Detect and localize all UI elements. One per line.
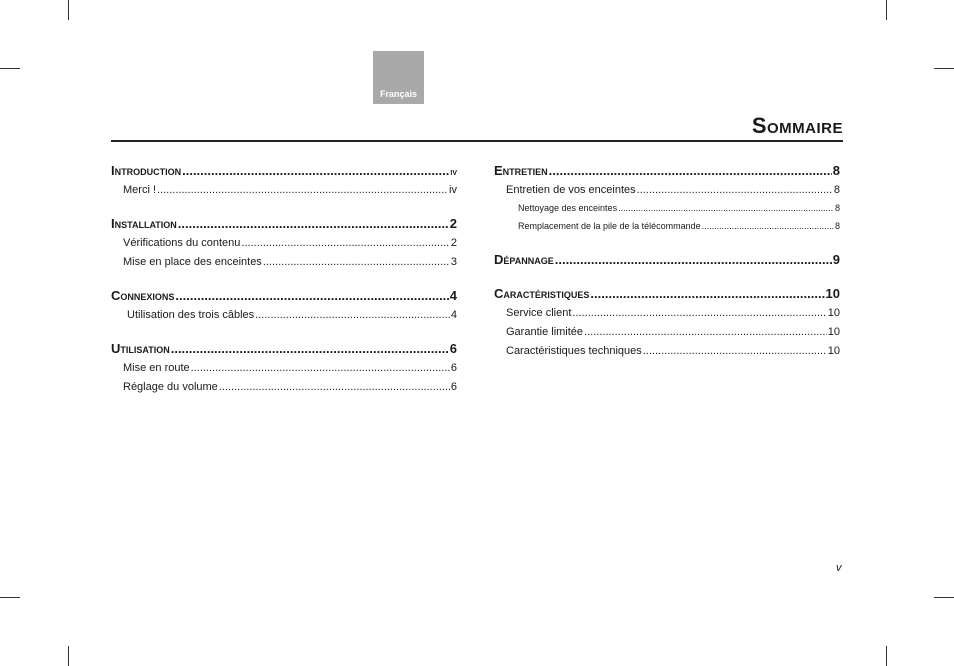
- toc-right-column: [494, 163, 840, 364]
- entry-label: Vérifications du contenu: [123, 237, 241, 249]
- title-rule: [111, 140, 843, 142]
- dot-leader: [178, 216, 449, 231]
- section-page: 6: [449, 341, 457, 356]
- toc-entry[interactable]: [506, 326, 840, 338]
- toc-entry[interactable]: [506, 184, 840, 196]
- dot-leader: [590, 286, 824, 301]
- toc-entry[interactable]: [127, 309, 457, 321]
- entry-page: 4: [450, 309, 457, 321]
- entry-label: Service client: [506, 307, 572, 319]
- crop-mark: [68, 0, 69, 20]
- toc-entry[interactable]: [506, 307, 840, 319]
- section-page: 9: [832, 252, 840, 267]
- crop-mark: [934, 68, 954, 69]
- section-page: 10: [825, 286, 840, 301]
- toc-entry[interactable]: [506, 345, 840, 357]
- section-title: Introduction: [111, 163, 182, 178]
- crop-mark: [934, 597, 954, 598]
- section-page: 4: [449, 288, 457, 303]
- dot-leader: [618, 203, 834, 213]
- toc-section-installation[interactable]: [111, 216, 457, 231]
- entry-label: Utilisation des trois câbles: [127, 309, 255, 321]
- entry-label: Nettoyage des enceintes: [518, 203, 618, 213]
- entry-page: 6: [450, 362, 457, 374]
- section-page: 8: [832, 163, 840, 178]
- crop-mark: [68, 646, 69, 666]
- toc-subentry[interactable]: [518, 221, 840, 231]
- language-tab: [373, 51, 424, 104]
- entry-page: iv: [449, 184, 457, 196]
- toc-section-caracteristiques[interactable]: [494, 286, 840, 301]
- dot-leader: [702, 221, 834, 231]
- dot-leader: [171, 341, 449, 356]
- section-page: iv: [450, 167, 457, 178]
- entry-page: 10: [827, 307, 840, 319]
- entry-label: Garantie limitée: [506, 326, 584, 338]
- dot-leader: [637, 184, 833, 196]
- dot-leader: [241, 237, 449, 249]
- section-title: Connexions: [111, 288, 175, 303]
- toc-entry[interactable]: [123, 381, 457, 393]
- toc-entry[interactable]: [123, 237, 457, 249]
- section-title: Caractéristiques: [494, 286, 590, 301]
- entry-page: 10: [827, 326, 840, 338]
- entry-label: Merci !: [123, 184, 156, 196]
- crop-mark: [886, 646, 887, 666]
- entry-label: Caractéristiques techniques: [506, 345, 642, 357]
- toc-left-column: [111, 163, 457, 400]
- entry-label: Entretien de vos enceintes: [506, 184, 636, 196]
- entry-page: 8: [834, 203, 840, 213]
- toc-subentry[interactable]: [518, 203, 840, 213]
- crop-mark: [0, 68, 20, 69]
- dot-leader: [175, 288, 448, 303]
- dot-leader: [584, 326, 827, 338]
- section-title: Entretien: [494, 163, 548, 178]
- section-title: Dépannage: [494, 252, 554, 267]
- entry-page: 8: [834, 221, 840, 231]
- entry-label: Remplacement de la pile de la télécommande: [518, 221, 701, 231]
- section-title: Utilisation: [111, 341, 170, 356]
- dot-leader: [572, 307, 826, 319]
- dot-leader: [263, 256, 450, 268]
- page-title: Sommaire: [751, 113, 843, 138]
- section-page: 2: [449, 216, 457, 231]
- section-title: Installation: [111, 216, 177, 231]
- entry-page: 3: [450, 256, 457, 268]
- toc-section-introduction[interactable]: [111, 163, 457, 178]
- toc-entry[interactable]: [123, 184, 457, 196]
- toc-section-depannage[interactable]: [494, 252, 840, 267]
- entry-label: Réglage du volume: [123, 381, 218, 393]
- entry-page: 6: [450, 381, 457, 393]
- entry-label: Mise en place des enceintes: [123, 256, 262, 268]
- entry-page: 10: [827, 345, 840, 357]
- toc-section-connexions[interactable]: [111, 288, 457, 303]
- dot-leader: [643, 345, 827, 357]
- language-tab-label: Français: [379, 89, 418, 99]
- entry-page: 2: [450, 237, 457, 249]
- crop-mark: [0, 597, 20, 598]
- toc-entry[interactable]: [123, 256, 457, 268]
- dot-leader: [255, 309, 450, 321]
- crop-mark: [886, 0, 887, 20]
- entry-page: 8: [833, 184, 840, 196]
- dot-leader: [549, 163, 832, 178]
- toc-section-utilisation[interactable]: [111, 341, 457, 356]
- page-number: v: [836, 562, 842, 574]
- entry-label: Mise en route: [123, 362, 190, 374]
- dot-leader: [182, 163, 449, 178]
- toc-section-entretien[interactable]: [494, 163, 840, 178]
- dot-leader: [555, 252, 832, 267]
- dot-leader: [191, 362, 450, 374]
- dot-leader: [157, 184, 448, 196]
- toc-entry[interactable]: [123, 362, 457, 374]
- dot-leader: [219, 381, 450, 393]
